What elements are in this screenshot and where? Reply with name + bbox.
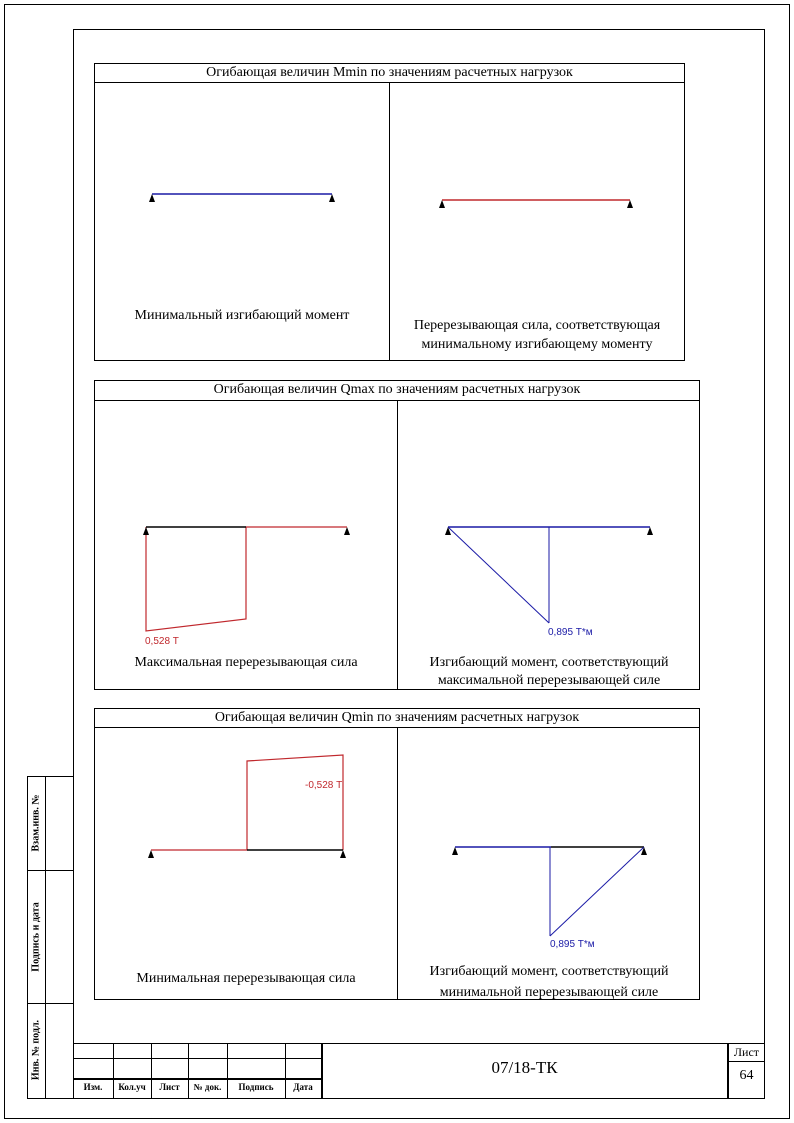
support-right (627, 200, 633, 208)
moment-slope (448, 527, 549, 623)
panel-right-caption-2: минимальной перерезывающей силе (439, 985, 659, 1000)
panel-right-caption-1: Изгибающий момент, соответствующий (429, 964, 669, 979)
panel-left-caption: Минимальная перерезывающая сила (136, 971, 356, 986)
moment-diagram-qmax (398, 401, 700, 641)
panel-right-caption-1: Перерезывающая сила, соответствующая (413, 318, 661, 333)
support-left (149, 194, 155, 202)
panel-right-caption-2: максимальной перерезывающей силе (437, 673, 661, 688)
tb-col-kol-uch: Кол.уч (118, 1082, 146, 1092)
sheet-label: Лист (733, 1045, 760, 1059)
shear-value-label: 0,528 Т (145, 636, 179, 647)
panel-left-caption: Максимальная перерезывающая сила (134, 655, 358, 670)
panel-left-caption: Минимальный изгибающий момент (134, 308, 350, 323)
support-right (641, 847, 647, 855)
panel-qmax (94, 380, 700, 690)
tb-col-izm: Изм. (83, 1082, 103, 1092)
panel-title: Огибающая величин Qmax по значениям расчетных нагрузок (213, 382, 581, 397)
support-left (143, 527, 149, 535)
tb-col-data: Дата (293, 1082, 313, 1092)
support-left (148, 850, 154, 858)
support-right (647, 527, 653, 535)
moment-slope (550, 847, 644, 936)
moment-diagram-qmin (398, 728, 700, 958)
shear-value-label: -0,528 Т (305, 780, 343, 791)
shear-diagram-qmax (95, 401, 397, 647)
support-right (329, 194, 335, 202)
moment-diagram-mmin (95, 83, 389, 283)
tb-col-podpis: Подпись (238, 1082, 274, 1092)
panel-qmin (94, 708, 700, 1000)
shear-diagram-qmin (95, 728, 397, 958)
panel-right-caption-2: минимальному изгибающему моменту (421, 337, 653, 352)
moment-value-label: 0,895 Т*м (550, 939, 595, 950)
stamp-inv-podl-label: Инв. № подл. (30, 1019, 42, 1081)
support-right (344, 527, 350, 535)
tb-col-doc-no: № док. (193, 1082, 222, 1092)
shear-diagram-mmin (390, 83, 684, 283)
shear-outline (151, 755, 343, 850)
panel-title: Огибающая величин Mmin по значениям расчетных нагрузок (206, 65, 573, 80)
sheet-number: 64 (739, 1068, 754, 1083)
panel-mmin (94, 63, 685, 361)
stamp-podpis-data-label: Подпись и дата (30, 902, 42, 972)
support-right (340, 850, 346, 858)
support-left (452, 847, 458, 855)
support-left (439, 200, 445, 208)
panel-title: Огибающая величин Qmin по значениям расчетных нагрузок (214, 710, 580, 725)
support-left (445, 527, 451, 535)
doc-code: 07/18-ТК (491, 1058, 558, 1077)
shear-outline (146, 527, 347, 631)
tb-col-list: Лист (159, 1082, 180, 1092)
panel-right-caption-1: Изгибающий момент, соответствующий (429, 655, 669, 670)
moment-value-label: 0,895 Т*м (548, 627, 593, 638)
stamp-vzam-label: Взам.инв. № (30, 794, 42, 852)
